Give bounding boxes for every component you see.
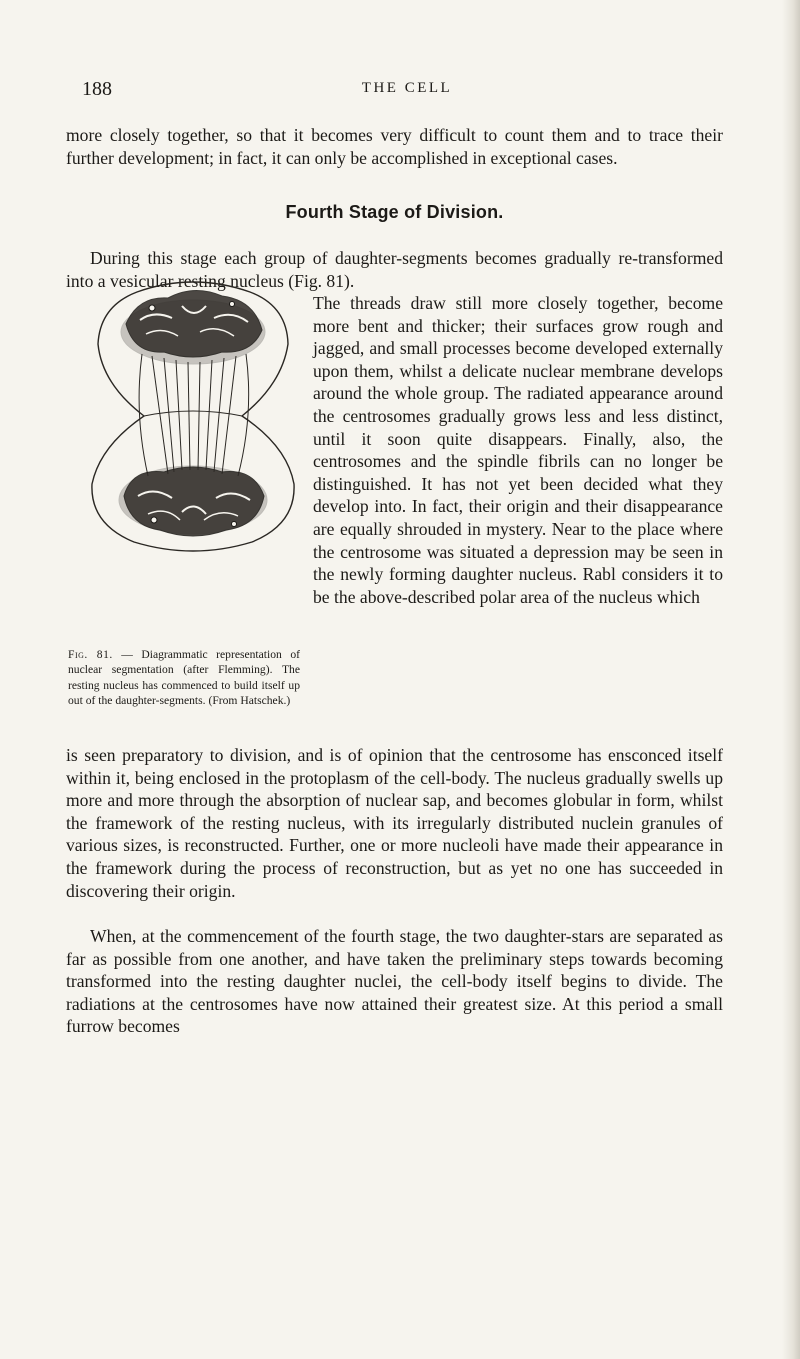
- page-edge-shadow: [782, 0, 800, 1359]
- spindle-fibrils: [139, 354, 249, 476]
- figure-caption-text: — Diagrammatic representation of nuclear segmentation (after Flemming). The resting nucleus has commenced to build itself up out of the daughter-segments. (From Hatschek.): [68, 648, 300, 708]
- paragraph-beside-figure: The threads draw still more closely together, become more bent and thicker; their surfaces grow rough and jagged, and small processes become developed externally upon them, whilst a delicate nuclear membrane develops around the whole group. The radiated appearance around the centrosomes gradually grows less and less distinct, until it soon quite disappears. Finally, also, the centrosomes and the spindle fibrils can no longer be distinguished. It has not yet been decided what they develop into. In fact, their origin and their disappearance are equally shrouded in mystery. Near to the place where the centrosome was situated a depression may be seen in the newly forming daughter nucleus. Rabl considers it to be the above-described polar area of the nucleus which: [313, 293, 723, 607]
- running-head: THE CELL: [361, 80, 453, 96]
- page-header: [82, 78, 732, 104]
- section-heading: Fourth Stage of Division.: [285, 202, 504, 222]
- lower-daughter-nucleus: [119, 466, 267, 536]
- figure-81-illustration: [82, 274, 304, 556]
- cell-furrow: [144, 411, 242, 416]
- paragraph-when: When, at the commencement of the fourth stage, the two daughter-stars are separated as far as possible from one another, and have taken the preliminary steps towards becoming transformed into the resting daughter nuclei, the cell-body itself begins to divide. The radiations at the centrosomes have now attained their greatest size. At this period a small furrow becomes: [66, 926, 723, 1037]
- page-number: 188: [82, 78, 112, 100]
- figure-label: Fig. 81.: [68, 648, 113, 661]
- figure-81-caption: [68, 647, 300, 709]
- paragraph-top: more closely together, so that it becomes very difficult to count them and to trace their further development; in fact, it can only be accomplished in exceptional cases.: [66, 125, 723, 168]
- paragraph-lead: During this stage each group of daughter-segments becomes gradually re-transformed into a vesicular resting nucleus (Fig. 81).: [66, 248, 723, 291]
- paragraph-after-figure: is seen preparatory to division, and is of opinion that the centrosome has ensconced itself within it, being enclosed in the protoplasm of the cell-body. The nucleus gradually swells up more and more through the absorption of nuclear sap, and becomes globular in form, whilst the framework of the resting nucleus, with its irregularly distributed nuclein granules of various sizes, is reconstructed. Further, one or more nucleoli have made their appearance in the framework during the process of reconstruction, but as yet no one has succeeded in discovering their origin.: [66, 745, 723, 901]
- upper-daughter-nucleus: [121, 290, 265, 364]
